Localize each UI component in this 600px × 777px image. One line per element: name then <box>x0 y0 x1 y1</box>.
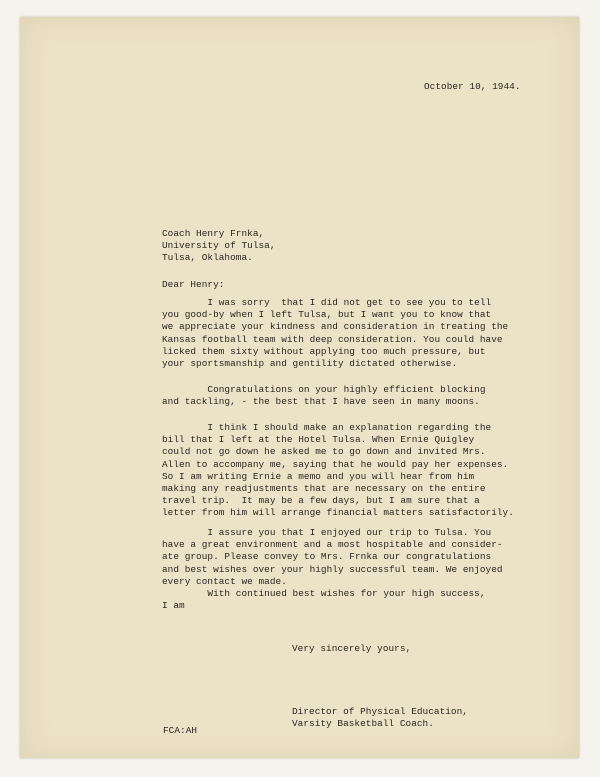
body-line: making any readjustments that are necessary on the entire <box>162 483 486 495</box>
paragraph-2 <box>162 384 486 408</box>
body-line: travel trip. It may be a few days, but I am sure that a <box>162 495 480 507</box>
body-line: With continued best wishes for your high success, <box>162 588 486 599</box>
complimentary-close: Very sincerely yours, <box>292 643 412 654</box>
body-line: and tackling, - the best that I have seen in many moons. <box>162 396 480 408</box>
body-line: Kansas football team with deep consideration. You could have <box>162 333 503 345</box>
body-line: I am <box>162 600 185 612</box>
body-line: every contact we made. <box>162 575 287 587</box>
body-line: I was sorry that I did not get to see you to tell <box>162 297 492 308</box>
body-line: So I am writing Ernie a memo and you will hear from him <box>162 470 475 482</box>
body-line: licked them sixty without applying too much pressure, but <box>162 345 486 357</box>
title-line: Varsity Basketball Coach. <box>292 718 434 730</box>
address-line: Tulsa, Oklahoma. <box>162 252 253 264</box>
title-line: Director of Physical Education, <box>292 706 468 717</box>
body-line: letter from him will arrange financial matters satisfactorily. <box>162 507 514 519</box>
signature-title <box>292 706 468 730</box>
body-line: ate group. Please convey to Mrs. Frnka our congratulations <box>162 551 492 563</box>
recipient-address <box>162 228 276 265</box>
body-line: have a great environment and a most hospitable and consider- <box>162 539 503 551</box>
body-line: your sportsmanship and gentility dictated otherwise. <box>162 358 458 370</box>
salutation: Dear Henry: <box>162 279 225 290</box>
body-line: I assure you that I enjoyed our trip to Tulsa. You <box>162 527 492 538</box>
body-line: Allen to accompany me, saying that he would pay her expenses. <box>162 458 509 470</box>
body-line: Congratulations on your highly efficient blocking <box>162 384 486 395</box>
paragraph-3 <box>162 422 514 520</box>
body-line: I think I should make an explanation regarding the <box>162 422 492 433</box>
body-line: and best wishes over your highly successful team. We enjoyed <box>162 563 503 575</box>
address-line: Coach Henry Frnka, <box>162 228 265 239</box>
letter-date: October 10, 1944. <box>424 81 521 92</box>
reference-initials: FCA:AH <box>163 725 198 736</box>
address-line: University of Tulsa, <box>162 240 276 252</box>
paragraph-4 <box>162 527 503 588</box>
paragraph-1 <box>162 297 508 370</box>
paragraph-5 <box>162 588 486 612</box>
body-line: you good-by when I left Tulsa, but I want you to know that <box>162 309 492 321</box>
body-line: we appreciate your kindness and consideration in treating the <box>162 321 509 333</box>
body-line: could not go down he asked me to go down and invited Mrs. <box>162 446 486 458</box>
body-line: bill that I left at the Hotel Tulsa. When Ernie Quigley <box>162 434 475 446</box>
